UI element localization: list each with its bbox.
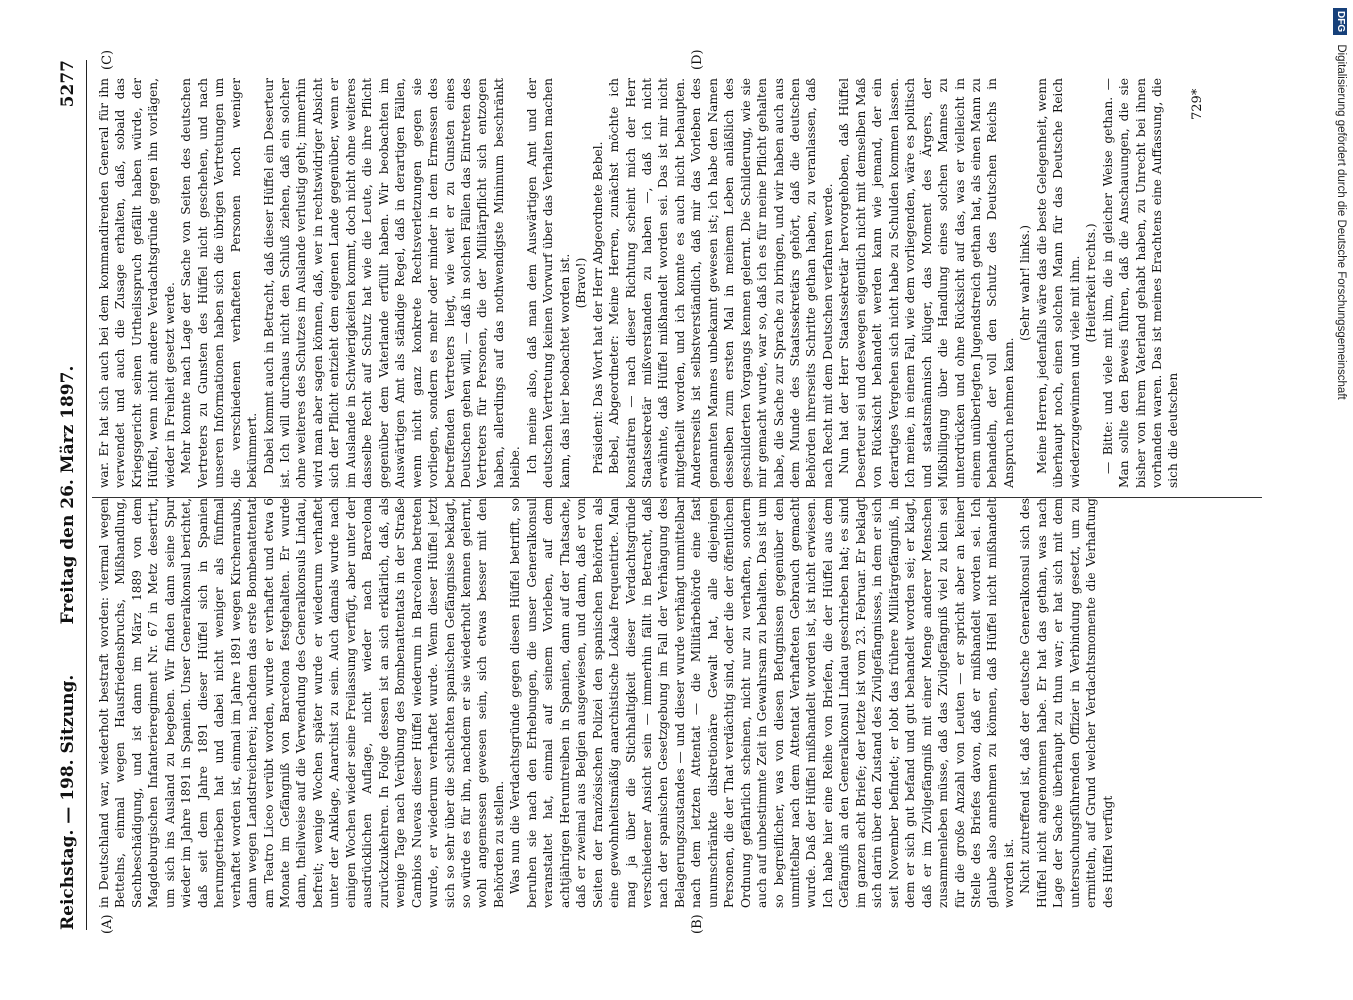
paragraph: Mehr konnte nach Lage der Sache von Seiten des deutschen Vertreters zu Gunsten des Hüffel nicht geschehen, und nach unseren Informationen haben sich die übrigen Vertretungen um die verschiedenen verhafteten Personen noch weniger bekümmert. bbox=[179, 78, 260, 488]
margin-marker-a: (A) bbox=[100, 914, 115, 934]
paragraph: war. Er hat sich auch bei dem kommandirenden General für ihn verwendet und auch die Zusage erhalten, daß, sobald das Kriegsgericht seinen Urtheilsspruch gefällt haben würde, der Hüffel, wenn nicht andere Verdachtsgründe gegen ihn vorlägen, wieder in Freiheit gesetzt werde. bbox=[97, 78, 177, 488]
column-divider bbox=[92, 497, 1262, 498]
speaker-paragraph: Bebel, Abgeordneter: Meine Herren, zunächst möchte ich konstatiren — nach dieser Richtung scheint mich der Herr Staatssekretär mißverstanden zu haben —, daß ich nicht erwähnte, daß Hüffel mißhandelt worden sei. Das ist mir nicht mitgetheilt worden, und ich konnte es auch nicht behaupten. Andererseits ist selbstverständlich, daß mir das Vorleben des genannten Mannes unbekannt gewesen ist; ich habe den Namen desselben zum ersten Mal in meinem Leben anläßlich des geschilderten Vorgangs kennen gelernt. Die Schilderung, wie sie mir gemacht wurde, war so, daß ich es für meine Pflicht gehalten habe, die Sache zur Sprache zu bringen, und wir haben auch aus dem Munde des Staatssekretärs gehört, daß die deutschen Behörden ihrerseits Schritte gethan haben, zu veranlassen, daß nach Recht mit dem Deutschen verfahren werde. bbox=[607, 78, 835, 488]
page-header bbox=[58, 60, 84, 930]
dfg-logo: DFG bbox=[1333, 8, 1347, 35]
attribution-text: Digitalisierung gefördert durch die Deutsche Forschungsgemeinschaft bbox=[1335, 44, 1347, 400]
interjection: (Bravo!) bbox=[574, 257, 589, 309]
paragraph: Ich meine also, daß man dem Auswärtigen Amt und der deutschen Vertretung keinen Vorwurf über das Verhalten machen kann, das hier beobachtet worden ist. bbox=[524, 78, 572, 488]
paragraph: Dabei kommt auch in Betracht, daß dieser Hüffel ein Deserteur ist. Ich will durchaus nicht den Schluß ziehen, daß ein solcher ohne weiteres des Schutzes im Auslande verlustig geht; immerhin wird man aber sagen können, daß, wer in rechtswidriger Absicht sich der Pflicht entzieht dem eigenen Lande gegenüber, wenn er im Auslande in Schwierigkeiten kommt, doch nicht ohne weiteres dasselbe Recht auf Schutz hat wie die Leute, die ihre Pflicht gegenüber dem Vaterlande erfüllt haben. Wir beobachten im Auswärtigen Amt als ständige Regel, daß in derartigen Fällen, wenn nicht ganz konkrete Rechtsverletzungen gegen sie vorliegen, sondern es mehr oder minder in dem Ermessen des betreffenden Vertreters liegt, wie weit er zu Gunsten eines Deutschen gehen will, — daß in solchen Fällen das Eintreten des Vertreters für Personen, die der Militärpflicht sich entzogen haben, allerdings auf das nothwendigste Minimum beschränkt bleibe. bbox=[261, 78, 523, 488]
attribution-strip bbox=[1334, 8, 1352, 728]
interjection: (Heiterkeit rechts.) bbox=[1084, 223, 1099, 343]
paragraph: — Bitte: und viele mit ihm, die in gleicher Weise gethan. — Man sollte den Beweis führen, daß die Anschauungen, die sie bisher von ihrem Vaterland gehabt haben, zu Unrecht bei ihnen vorhanden waren. Das ist meines Erachtens eine Auffassung, die sich die deutschen bbox=[1100, 78, 1181, 488]
speaker-paragraph: Präsident: Das Wort hat der Herr Abgeordnete Bebel. bbox=[590, 141, 605, 474]
header-session: Reichstag. — 198. Sitzung. bbox=[58, 674, 78, 930]
header-rule bbox=[86, 60, 87, 930]
right-column bbox=[96, 78, 1182, 488]
interjection: (Sehr wahr! links.) bbox=[1018, 225, 1033, 341]
paragraph: in Deutschland war, wiederholt bestraft worden: viermal wegen Bettelns, einmal wegen Hausfriedensbruchs, Mißhandlung, Sachbeschädigung, und ist dann im März 1889 von dem Magdeburgischen Infanterieregiment Nr. 67 in Metz desertirt, um sich ins Ausland zu begeben. Wir finden dann seine Spur wieder im Jahre 1891 in Spanien. Unser Generalkonsul berichtet, daß seit dem Jahre 1891 dieser Hüffel sich in Spanien herumgetrieben hat und dabei nicht weniger als fünfmal verhaftet worden ist, einmal im Jahre 1891 wegen Kirchenraubs, dann wegen Landstreicherei; nachdem das erste Bombenattentat am Teatro Liceo verübt worden, wurde er verhaftet und etwa 6 Monate im Gefängniß von Barcelona festgehalten. Er wurde dann, theilweise auf die Verwendung des Generalkonsuls Lindau, befreit; wenige Wochen später wurde er wiederum verhaftet unter der Anklage, Anarchist zu sein. Auch damals wurde nach einigen Wochen wieder seine Freilassung verfügt, aber unter der ausdrücklichen Auflage, nicht wieder nach Barcelona zurückzukehren. In Folge dessen ist an sich erklärlich, daß, als wenige Tage nach Verübung des Bombenattentats in der Straße Cambios Nuevas dieser Hüffel wiederum in Barcelona betreten wurde, er wiederum verhaftet wurde. Wenn dieser Hüffel jetzt sich so sehr über die schlechten spanischen Gefängnisse beklagt, so würde es für ihn, nachdem er sie wiederholt kennen gelernt, wohl angemessen gewesen sein, sich etwas besser mit den Behörden zu stellen. bbox=[97, 498, 506, 908]
margin-marker-d: (D) bbox=[690, 49, 705, 70]
margin-marker-b: (B) bbox=[690, 914, 705, 934]
paragraph: Nicht zutreffend ist, daß der deutsche Generalkonsul sich des Hüffel nicht angenommen habe. Er hat das gethan, was nach Lage der Sache überhaupt zu thun war; er hat sich mit dem untersuchungsführenden Offizier in Verbindung gesetzt, um zu ermitteln, auf Grund welcher Verdachtsmomente die Verhaftung des Hüffel verfügt bbox=[1018, 498, 1115, 908]
left-column bbox=[96, 498, 1116, 908]
margin-marker-c: (C) bbox=[100, 49, 115, 70]
paragraph: Nun hat der Herr Staatssekretär hervorgehoben, daß Hüffel Deserteur sei und deswegen eigentlich nicht mit demselben Maß von Rücksicht behandelt werden kann wie jemand, der ein derartiges Vergehen sich nicht habe zu Schulden kommen lassen. Ich meine, in einem Fall, wie dem vorliegenden, wäre es politisch und staatsmännisch klüger, das Moment des Ärgers, der Mißbilligung über die Handlung eines solchen Mannes zu unterdrücken und ohne Rücksicht auf das, was er vielleicht in einem unüberlegten Jugendstreich gethan hat, als einen Mann zu behandeln, der voll den Schutz des Deutschen Reichs in Anspruch nehmen kann. bbox=[837, 78, 1016, 488]
header-page-number: 5277 bbox=[58, 60, 78, 108]
paragraph: Meine Herren, jedenfalls wäre das die beste Gelegenheit, wenn überhaupt noch, einen solchen Mann für das Deutsche Reich wiederzugewinnen und viele mit ihm. bbox=[1034, 78, 1082, 488]
header-date: Freitag den 26. März 1897. bbox=[58, 365, 78, 625]
paragraph: Was nun die Verdachtsgründe gegen diesen Hüffel betrifft, so beruhen sie nach den Erhebungen, die unser Generalkonsul veranstaltet hat, einmal auf seinem Vorleben, auf dem achtjährigen Herumtreiben in Spanien, dann auf der Thatsache, daß er zweimal aus Belgien ausgewiesen, und dann, daß er von Seiten der französischen Polizei den spanischen Behörden als eine gewohnheitsmäßig anarchistische Lokale frequentirte. Man mag ja über die Stichhaltigkeit dieser Verdachtsgründe verschiedener Ansicht sein — immerhin fällt in Betracht, daß nach der spanischen Gesetzgebung im Fall der Verhängung des Belagerungszustandes — und dieser wurde verhängt unmittelbar nach dem letzten Attentat — die Militärbehörde eine fast unumschränkte diskretionäre Gewalt hat, alle diejenigen Personen, die der That verdächtig sind, oder die der öffentlichen Ordnung gefährlich scheinen, nicht nur zu verhaften, sondern auch auf unbestimmte Zeit in Gewahrsam zu behalten. Das ist um so begreiflicher, was von diesen Befugnissen gegenüber den unmittelbar nach dem Attentat Verhafteten Gebrauch gemacht wurde. Daß der Hüffel mißhandelt worden ist, ist nicht erwiesen. Ich habe hier eine Reihe von Briefen, die der Hüffel aus dem Gefängniß an den Generalkonsul Lindau geschrieben hat; es sind im ganzen acht Briefe; der letzte ist vom 23. Februar. Er beklagt sich darin über den Zustand des Zivilgefängnisses, in dem er sich seit November befindet; er lobt das frühere Militärgefängniß, in dem er sich gut befand und gut behandelt worden sei; er klagt, daß er im Zivilgefängniß mit einer Menge anderer Menschen zusammenleben müsse, daß das Zivilgefängniß viel zu klein sei für die große Anzahl von Leuten — er spricht aber an keiner Stelle des Briefes davon, daß er mißhandelt worden sei. Ich glaube also annehmen zu können, daß Hüffel nicht mißhandelt worden ist. bbox=[508, 498, 1016, 908]
signature-mark: 729* bbox=[1190, 88, 1205, 120]
